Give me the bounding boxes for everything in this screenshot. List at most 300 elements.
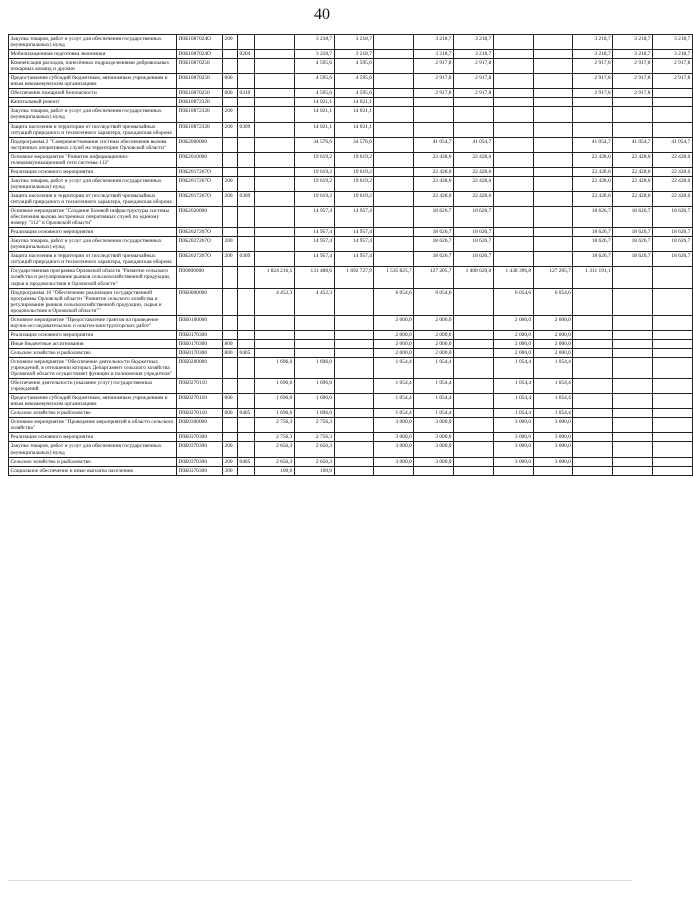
target-article-code-cell: П0Б2017267О [177, 167, 223, 176]
amount-cell: 2 000,0 [533, 315, 573, 330]
amount-cell: 34 576,6 [294, 137, 334, 152]
amount-cell [453, 98, 493, 107]
amount-cell [414, 107, 454, 122]
amount-cell [652, 394, 692, 409]
target-article-code-cell: П0Б0370300 [177, 442, 223, 457]
amount-cell [255, 107, 295, 122]
amount-cell: 2 000,0 [374, 330, 414, 339]
row-name-cell: Социальное обеспечение и иные выплаты населению [9, 466, 177, 475]
expense-type-cell: 200 [223, 191, 238, 206]
amount-cell: 19 619,2 [334, 191, 374, 206]
amount-cell [613, 107, 653, 122]
amount-cell: 1 311 191,1 [573, 267, 613, 288]
amount-cell: 3 000,0 [493, 433, 533, 442]
expense-type-cell: 600 [223, 89, 238, 98]
amount-cell [573, 107, 613, 122]
amount-cell [453, 122, 493, 137]
amount-cell: 1 054,4 [493, 394, 533, 409]
amount-cell: 18 626,7 [573, 252, 613, 267]
page-number: 40 [314, 6, 330, 23]
amount-cell [652, 379, 692, 394]
amount-cell [334, 357, 374, 378]
amount-cell: 3 000,0 [533, 418, 573, 433]
target-article-code-cell: П0Б0170300 [177, 330, 223, 339]
amount-cell: 18 626,7 [414, 252, 454, 267]
amount-cell [573, 409, 613, 418]
amount-cell [334, 457, 374, 466]
row-name-cell: Реализация основного мероприятия [9, 228, 177, 237]
table-row [9, 152, 693, 167]
amount-cell [652, 339, 692, 348]
amount-cell: 2 917,8 [453, 59, 493, 74]
amount-cell [493, 167, 533, 176]
amount-cell: 19 619,2 [294, 191, 334, 206]
amount-cell [493, 252, 533, 267]
expense-type-cell [223, 137, 238, 152]
amount-cell [652, 89, 692, 98]
target-article-code-cell: П0Б2017267О [177, 191, 223, 206]
section-code-cell [238, 379, 255, 394]
amount-cell [613, 348, 653, 357]
amount-cell [294, 330, 334, 339]
amount-cell: 1 054,4 [493, 379, 533, 394]
amount-cell [493, 50, 533, 59]
amount-cell: 14 021,1 [334, 122, 374, 137]
amount-cell [255, 137, 295, 152]
section-code-cell [238, 74, 255, 89]
amount-cell [255, 122, 295, 137]
amount-cell: 34 576,6 [334, 137, 374, 152]
target-article-code-cell: П0Б0370300 [177, 457, 223, 466]
table-row [9, 348, 693, 357]
expense-type-cell [223, 315, 238, 330]
amount-cell [493, 137, 533, 152]
amount-cell [573, 357, 613, 378]
amount-cell [255, 89, 295, 98]
amount-cell: 22 428,0 [613, 152, 653, 167]
amount-cell: 2 656,3 [294, 442, 334, 457]
table-row [9, 137, 693, 152]
amount-cell: 100,0 [294, 466, 334, 475]
amount-cell: 2 756,3 [255, 433, 295, 442]
table-row [9, 433, 693, 442]
amount-cell: 18 626,7 [652, 228, 692, 237]
table-row [9, 379, 693, 394]
amount-cell [334, 442, 374, 457]
amount-cell: 4 595,6 [334, 89, 374, 98]
amount-cell: 19 619,2 [334, 176, 374, 191]
row-name-cell: Реализация основного мероприятия [9, 433, 177, 442]
amount-cell: 3 000,0 [493, 457, 533, 466]
amount-cell: 2 000,0 [374, 339, 414, 348]
amount-cell [334, 433, 374, 442]
row-name-cell: Предоставление субсидий бюджетным, автономным учреждениям и иным некоммерческим организациям [9, 74, 177, 89]
amount-cell: 3 000,0 [414, 457, 454, 466]
amount-cell: 19 619,2 [334, 167, 374, 176]
amount-cell: 2 000,0 [414, 330, 454, 339]
section-code-cell: 0405 [238, 457, 255, 466]
amount-cell [573, 315, 613, 330]
amount-cell [334, 418, 374, 433]
amount-cell: 2 917,8 [613, 59, 653, 74]
amount-cell [493, 74, 533, 89]
amount-cell: 3 218,7 [414, 50, 454, 59]
amount-cell [493, 98, 533, 107]
amount-cell [493, 466, 533, 475]
amount-cell: 6 054,6 [533, 288, 573, 315]
section-code-cell [238, 107, 255, 122]
amount-cell [453, 107, 493, 122]
amount-cell: 3 000,0 [533, 442, 573, 457]
row-name-cell: Закупка товаров, работ и услуг для обеспечения государственных (муниципальных) нужд [9, 107, 177, 122]
amount-cell: 1 054,4 [533, 357, 573, 378]
amount-cell: 22 428,0 [414, 191, 454, 206]
amount-cell: 3 218,7 [453, 35, 493, 50]
amount-cell [374, 228, 414, 237]
amount-cell [294, 339, 334, 348]
amount-cell [255, 176, 295, 191]
row-name-cell: Закупка товаров, работ и услуг для обеспечения государственных (муниципальных) нужд [9, 442, 177, 457]
row-name-cell: Основное мероприятие "Предоставление грантов на проведение научно-исследовательских и опытно-конструкторских работ" [9, 315, 177, 330]
amount-cell: 14 957,4 [294, 237, 334, 252]
target-article-code-cell: П0Б2027267О [177, 252, 223, 267]
amount-cell: 3 000,0 [374, 457, 414, 466]
amount-cell [652, 122, 692, 137]
amount-cell: 2 917,8 [414, 59, 454, 74]
amount-cell [453, 457, 493, 466]
row-name-cell: Защита населения и территории от последствий чрезвычайных ситуаций природного и техногенного характера, гражданская оборона [9, 252, 177, 267]
expense-type-cell: 600 [223, 409, 238, 418]
amount-cell [255, 74, 295, 89]
amount-cell [613, 98, 653, 107]
amount-cell: 19 619,2 [294, 152, 334, 167]
amount-cell: 18 626,7 [573, 207, 613, 228]
amount-cell [613, 267, 653, 288]
amount-cell [374, 137, 414, 152]
amount-cell [255, 252, 295, 267]
amount-cell: 18 626,7 [573, 237, 613, 252]
row-name-cell: Подпрограмма 2 "Совершенствование системы обеспечения вызова экстренных оперативных служб на территории Орловской области" [9, 137, 177, 152]
amount-cell [453, 433, 493, 442]
expense-type-cell [223, 59, 238, 74]
amount-cell: 1 438 396,8 [493, 267, 533, 288]
amount-cell: 18 626,7 [453, 207, 493, 228]
amount-cell [374, 207, 414, 228]
target-article-code-cell: П0Б0370300 [177, 466, 223, 475]
amount-cell: 18 626,7 [573, 228, 613, 237]
amount-cell: 1 054,4 [493, 409, 533, 418]
amount-cell [294, 348, 334, 357]
amount-cell: 41 054,7 [453, 137, 493, 152]
amount-cell: 4 595,6 [294, 59, 334, 74]
amount-cell [493, 191, 533, 206]
amount-cell [613, 315, 653, 330]
amount-cell: 1 054,4 [414, 379, 454, 394]
amount-cell: 41 054,7 [613, 137, 653, 152]
amount-cell: 100,0 [255, 466, 295, 475]
section-code-cell [238, 237, 255, 252]
amount-cell: 4 452,3 [255, 288, 295, 315]
amount-cell: 19 619,2 [294, 176, 334, 191]
amount-cell: 18 626,7 [652, 252, 692, 267]
amount-cell: 3 218,7 [334, 35, 374, 50]
amount-cell: 1 408 620,0 [453, 267, 493, 288]
target-article-code-cell: П0Б0270110 [177, 394, 223, 409]
expense-type-cell [223, 207, 238, 228]
amount-cell: 14 957,4 [294, 228, 334, 237]
amount-cell [374, 98, 414, 107]
amount-cell [374, 50, 414, 59]
table-row [9, 122, 693, 137]
section-code-cell: 0309 [238, 252, 255, 267]
target-article-code-cell: П0Б2027267О [177, 237, 223, 252]
amount-cell: 3 000,0 [414, 442, 454, 457]
target-article-code-cell: П0Б2017267О [177, 176, 223, 191]
amount-cell [493, 107, 533, 122]
amount-cell [255, 191, 295, 206]
amount-cell: 1 696,0 [294, 357, 334, 378]
amount-cell: 3 000,0 [414, 433, 454, 442]
table-row [9, 442, 693, 457]
amount-cell: 14 957,4 [334, 207, 374, 228]
table-row [9, 50, 693, 59]
amount-cell: 1 696,0 [255, 409, 295, 418]
amount-cell [374, 122, 414, 137]
amount-cell: 6 054,6 [414, 288, 454, 315]
amount-cell: 22 428,0 [613, 191, 653, 206]
amount-cell [533, 191, 573, 206]
amount-cell [414, 122, 454, 137]
amount-cell: 1 054,4 [374, 409, 414, 418]
amount-cell: 1 535 825,7 [374, 267, 414, 288]
amount-cell [453, 394, 493, 409]
row-name-cell: Предоставление субсидий бюджетным, автономным учреждениям и иным некоммерческим организациям [9, 394, 177, 409]
amount-cell [613, 122, 653, 137]
amount-cell: 2 917,8 [573, 59, 613, 74]
amount-cell [533, 74, 573, 89]
amount-cell: 22 428,0 [652, 176, 692, 191]
amount-cell: 3 000,0 [374, 442, 414, 457]
amount-cell: 3 000,0 [414, 418, 454, 433]
amount-cell: 18 626,7 [453, 228, 493, 237]
amount-cell: 1 696,0 [255, 394, 295, 409]
section-code-cell: 0204 [238, 50, 255, 59]
amount-cell [533, 122, 573, 137]
amount-cell: 18 626,7 [652, 237, 692, 252]
row-name-cell: Сельское хозяйство и рыболовство [9, 457, 177, 466]
expense-type-cell: 200 [223, 252, 238, 267]
amount-cell: 1 696,0 [255, 379, 295, 394]
section-code-cell [238, 330, 255, 339]
amount-cell [294, 315, 334, 330]
row-name-cell: Капитальный ремонт [9, 98, 177, 107]
section-code-cell: 0309 [238, 191, 255, 206]
row-name-cell: Закупка товаров, работ и услуг для обеспечения государственных (муниципальных) нужд [9, 176, 177, 191]
amount-cell: 1 696,0 [294, 394, 334, 409]
amount-cell: 3 218,7 [613, 50, 653, 59]
amount-cell [652, 433, 692, 442]
amount-cell: 3 000,0 [374, 433, 414, 442]
amount-cell: 22 428,0 [613, 176, 653, 191]
amount-cell: 1 054,4 [414, 394, 454, 409]
amount-cell: 19 619,2 [334, 152, 374, 167]
amount-cell [533, 237, 573, 252]
target-article-code-cell: П0Б0200000 [177, 357, 223, 378]
target-article-code-cell: П0Б1087024О [177, 50, 223, 59]
amount-cell: 22 428,0 [613, 167, 653, 176]
amount-cell [334, 409, 374, 418]
amount-cell [255, 98, 295, 107]
table-row [9, 394, 693, 409]
amount-cell: 2 917,8 [414, 74, 454, 89]
amount-cell: 2 000,0 [414, 339, 454, 348]
amount-cell: 41 054,7 [414, 137, 454, 152]
amount-cell: 3 218,7 [573, 50, 613, 59]
amount-cell [573, 122, 613, 137]
amount-cell [374, 59, 414, 74]
expense-type-cell: 200 [223, 442, 238, 457]
amount-cell: 1 054,4 [414, 409, 454, 418]
amount-cell [374, 191, 414, 206]
amount-cell [613, 466, 653, 475]
row-name-cell: Защита населения и территории от последствий чрезвычайных ситуаций природного и техногенного характера, гражданская оборона [9, 191, 177, 206]
amount-cell: 4 595,6 [334, 74, 374, 89]
amount-cell: 19 619,2 [294, 167, 334, 176]
expense-type-cell [223, 98, 238, 107]
amount-cell: 2 656,3 [294, 457, 334, 466]
table-row [9, 409, 693, 418]
amount-cell: 2 917,8 [613, 89, 653, 98]
amount-cell: 18 626,7 [453, 237, 493, 252]
amount-cell: 41 054,7 [652, 137, 692, 152]
amount-cell [374, 89, 414, 98]
section-code-cell: 0405 [238, 348, 255, 357]
amount-cell: 131 488,6 [294, 267, 334, 288]
expense-type-cell [223, 357, 238, 378]
amount-cell: 2 000,0 [414, 348, 454, 357]
target-article-code-cell: П0Б0300000 [177, 418, 223, 433]
amount-cell [334, 288, 374, 315]
amount-cell: 22 428,0 [573, 152, 613, 167]
amount-cell [533, 152, 573, 167]
amount-cell [533, 466, 573, 475]
amount-cell [573, 442, 613, 457]
expense-type-cell: 200 [223, 176, 238, 191]
amount-cell: 6 054,6 [493, 288, 533, 315]
amount-cell: 1 692 727,9 [334, 267, 374, 288]
amount-cell [334, 315, 374, 330]
amount-cell [493, 59, 533, 74]
target-article-code-cell: П0Б10872320 [177, 98, 223, 107]
target-article-code-cell: П0Б0270110 [177, 409, 223, 418]
amount-cell: 2 756,3 [294, 418, 334, 433]
table-row [9, 74, 693, 89]
amount-cell: 14 957,4 [334, 228, 374, 237]
amount-cell: 2 917,8 [453, 74, 493, 89]
amount-cell [255, 152, 295, 167]
table-row [9, 252, 693, 267]
expense-type-cell: 800 [223, 348, 238, 357]
amount-cell: 2 000,0 [533, 339, 573, 348]
row-name-cell: Обеспечение пожарной безопасности [9, 89, 177, 98]
amount-cell: 14 021,1 [294, 122, 334, 137]
amount-cell: 1 696,0 [255, 357, 295, 378]
section-code-cell [238, 137, 255, 152]
amount-cell [533, 228, 573, 237]
section-code-cell [238, 418, 255, 433]
row-name-cell: Подпрограмма 10 "Обеспечение реализации государственной программы Орловской области "Развитие сельского хозяйства и регулирование рынков сельскохозяйственной продукции, сырья и продовольствия в Орловской области"" [9, 288, 177, 315]
amount-cell: 18 626,7 [414, 228, 454, 237]
amount-cell [493, 237, 533, 252]
target-article-code-cell: П0Б0000000 [177, 288, 223, 315]
amount-cell: 22 428,0 [453, 167, 493, 176]
amount-cell: 2 917,8 [453, 89, 493, 98]
expense-type-cell [223, 418, 238, 433]
amount-cell: 2 000,0 [493, 315, 533, 330]
target-article-code-cell: П0Б0170300 [177, 339, 223, 348]
amount-cell: 127 205,7 [533, 267, 573, 288]
amount-cell [453, 442, 493, 457]
row-name-cell: Сельское хозяйство и рыболовство [9, 348, 177, 357]
amount-cell: 1 824 216,5 [255, 267, 295, 288]
amount-cell: 2 917,8 [414, 89, 454, 98]
section-code-cell [238, 394, 255, 409]
amount-cell: 18 626,7 [613, 252, 653, 267]
amount-cell [255, 348, 295, 357]
section-code-cell [238, 466, 255, 475]
amount-cell: 18 626,7 [613, 237, 653, 252]
amount-cell [533, 89, 573, 98]
table-row [9, 176, 693, 191]
target-article-code-cell: П0Б10872320 [177, 122, 223, 137]
amount-cell: 2 917,8 [573, 89, 613, 98]
amount-cell: 3 218,7 [652, 35, 692, 50]
amount-cell [613, 339, 653, 348]
amount-cell [652, 267, 692, 288]
amount-cell [613, 457, 653, 466]
expense-type-cell [223, 379, 238, 394]
target-article-code-cell: П0Б10870250 [177, 89, 223, 98]
table-row [9, 35, 693, 50]
amount-cell [613, 418, 653, 433]
amount-cell: 22 428,0 [652, 167, 692, 176]
amount-cell: 18 626,7 [613, 228, 653, 237]
section-code-cell [238, 228, 255, 237]
amount-cell [573, 288, 613, 315]
row-name-cell: Закупка товаров, работ и услуг для обеспечения государственных (муниципальных) нужд [9, 35, 177, 50]
amount-cell [652, 457, 692, 466]
expense-type-cell: 600 [223, 394, 238, 409]
amount-cell: 1 696,0 [294, 409, 334, 418]
row-name-cell: Основное мероприятие "Развитие информационно-телекоммуникационной сети системы-112" [9, 152, 177, 167]
target-article-code-cell: П0Б0100000 [177, 315, 223, 330]
target-article-code-cell: П0Б1087024О [177, 35, 223, 50]
expense-type-cell [223, 330, 238, 339]
amount-cell [453, 418, 493, 433]
row-name-cell: Обеспечение деятельности (оказание услуг) государственных учреждений [9, 379, 177, 394]
row-name-cell: Защита населения и территории от последствий чрезвычайных ситуаций природного и техногенного характера, гражданская оборона [9, 122, 177, 137]
amount-cell: 4 595,6 [294, 74, 334, 89]
table-row [9, 357, 693, 378]
amount-cell: 3 218,7 [453, 50, 493, 59]
expense-type-cell: 300 [223, 466, 238, 475]
amount-cell: 2 917,8 [613, 74, 653, 89]
amount-cell [652, 98, 692, 107]
target-article-code-cell: П0Б2000000 [177, 137, 223, 152]
amount-cell [453, 315, 493, 330]
target-article-code-cell: П0Б10872320 [177, 107, 223, 122]
amount-cell: 3 000,0 [493, 418, 533, 433]
